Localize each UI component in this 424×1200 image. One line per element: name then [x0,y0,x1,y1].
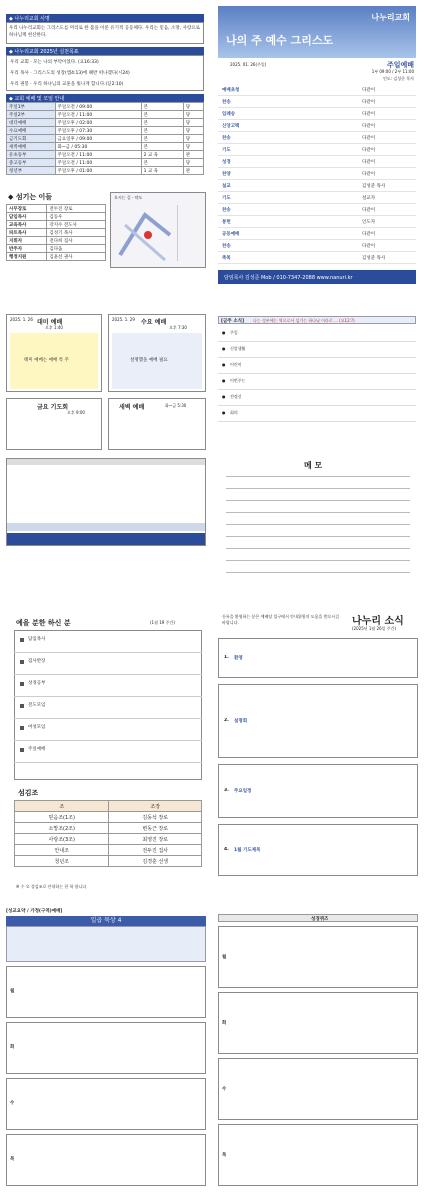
quiz-day-label: 수 [222,1087,227,1092]
schedule-table [6,458,206,546]
memo-line [226,488,410,489]
page-3-left [0,600,212,900]
quiz-day-label: 화 [222,1021,227,1026]
news-label: [금주 소식] [221,319,245,324]
news-block-label: 1월 기도제목 [234,848,261,853]
cell: 본 [141,111,183,119]
role-label: 주일예배 [28,747,46,752]
cell: 김동석 장로 [109,812,202,823]
memo-line [226,572,410,573]
dawn-card [108,398,206,450]
news-bullet: ● [222,378,226,383]
order-item-label: 성경 [222,160,231,165]
cell: 교육목사 [7,221,47,229]
cell: 김다움 [47,245,106,253]
order-row-line [218,119,416,120]
news-item-line [218,357,416,358]
news-bullet: ● [222,362,226,367]
cell: 조장 [109,801,202,812]
cell: 당 [183,119,203,127]
cell: 주일오후 / 02:00 [55,119,141,127]
order-row-line [218,263,416,264]
order-item-leader: 김성준 목사 [362,184,386,189]
cell: 변동근 장로 [109,823,202,834]
order-item-label: 찬양 [222,172,231,177]
order-item-label: 축복 [222,256,231,261]
page-2-right [212,300,424,600]
order-item-label: 찬송 [222,136,231,141]
schedule-band [7,533,205,545]
table-row [7,213,106,221]
order-row-line [218,239,416,240]
study-day-label: 월 [10,989,15,994]
order-item-leader: 다같이 [362,100,376,105]
order-item-label: 설교 [222,184,231,189]
order-item-leader: 다같이 [362,232,376,237]
order-item-leader: 인도자 [362,220,376,225]
order-item-leader: 다같이 [362,148,376,153]
study-day-block [6,966,206,1018]
role-marker [20,704,24,708]
cell: 지휘자 [7,237,47,245]
goal-item: 우리 목사 · 그리스도의 성장(엡4:13)에 헤반 떠나겠다(시24) [10,71,130,76]
page-cover-right [212,0,424,300]
order-item-label: 기도 [222,148,231,153]
cell: 반주자 [7,245,47,253]
quiz-title: 성경퀴즈 [311,917,329,922]
cell: 행정지원 [7,253,47,261]
order-item-leader: 다같이 [362,244,376,249]
study-title-bar: 일곱 묵상 4 [6,916,206,926]
cell: 중고등부 [7,159,56,167]
news-block-label: 주요일정 [234,789,252,794]
lead-body-text: 설명했을 예배 필요 [130,358,168,363]
memo-line [226,536,410,537]
news-block-label: 설명회 [234,719,248,724]
serve-note: ※ 수 오 성김조로 안내하는 한 학 합니다 [16,884,87,889]
order-item-label: 신앙고백 [222,124,240,129]
news-bullet: ● [222,330,226,335]
study-head: [성교요약 / 가정(구역)예배] [6,909,63,914]
bulletin-title: 나의 주 예수 그리스도 [226,34,334,47]
role-marker [20,682,24,686]
cell: 최영진 장로 [109,834,202,845]
cell: 주일오전 / 11:00 [55,151,141,159]
order-item-label: 예배초청 [222,88,240,93]
order-row-line [218,215,416,216]
cover-banner [218,6,416,58]
vision-box: 우리 나누리교회는 그리스도를 머리로 한 몸을 이룬 유기적 공동체다. 우리는 믿음, 소망, 사랑으로 하나님께 헌신한다. [6,22,204,44]
study-day-label: 수 [10,1101,15,1106]
order-item-leader: 다같이 [362,112,376,117]
news-bullet: ● [222,394,226,399]
cell: 주일오전 / 09:00 [55,103,141,111]
cell: 안내조 [15,845,109,856]
service-time: 1부 09:00 / 2부 11:00 [371,69,414,74]
news-block-num: 4. [224,847,229,852]
order-item-label: 기도 [222,196,231,201]
order-row-line [218,95,416,96]
lead-date: 2025. 1. 29 [112,317,135,322]
news-block-num: 1. [224,655,229,660]
cell: 김동우 [47,213,106,221]
quiz-day-block [218,992,418,1054]
cell: 본 [141,135,183,143]
friday-sub: 오후 9:00 [67,410,85,415]
study-day-block [6,1078,206,1130]
memo-line [226,524,410,525]
news-block-label: 환영 [234,656,243,661]
church-name: 나누리교회 [371,13,410,22]
role-marker [20,638,24,642]
bulletin-date: 2025. 01. 26(주일) [230,62,267,67]
page3-title: 예을 분한 하신 분 [16,619,71,627]
staff-heading: ◆ 섬기는 이들 [8,193,53,201]
footer-bar: 담임목사 김성준 Mob / 010-7347-2088 www.nanuri.kr [218,270,416,284]
news-item-line [218,405,416,406]
news-block [218,684,418,758]
news-item-label: 회의 [230,410,238,415]
role-line [14,740,202,741]
dawn-sub: 화~금 5:30 [165,403,187,408]
cell: 금기도회 [7,135,56,143]
order-row-line [218,251,416,252]
section-goal-header: ◆ 나누리교회 2025년 실천목표 [6,47,204,56]
cell: 당 [183,127,203,135]
order-item-leader: 다같이 [362,136,376,141]
study-day-label: 목 [10,1157,15,1162]
cell: 대더예배 [7,119,56,127]
role-marker [20,726,24,730]
cell: 강지수 전도사 [47,221,106,229]
cell: 주일2부 [7,111,56,119]
quiz-day-block [218,926,418,988]
news-item-label: 주일 [230,330,238,335]
news-item-line [218,373,416,374]
news-headline: 나는 성부에는 역으로서 섬기는 하나님 이라로 ... (요12:?) [253,318,355,323]
order-item-label: 찬송 [222,244,231,249]
cell: 소망조(2조) [15,823,109,834]
cell: 본 [141,143,183,151]
order-row-line [218,107,416,108]
news-item-label: 전정신 [230,394,242,399]
table-row [7,229,106,237]
study-intro [6,926,206,962]
quiz-day-label: 목 [222,1153,227,1158]
role-line [14,762,202,763]
role-line [14,718,202,719]
order-row-line [218,167,416,168]
table-row [7,237,106,245]
order-row-line [218,155,416,156]
news-bullet: ● [222,410,226,415]
cell: 주일오전 / 11:00 [55,111,141,119]
news-bullet: ● [222,346,226,351]
quiz-header [218,914,418,922]
serve-table [14,800,202,867]
friday-title: 금요 기도회 [37,404,69,411]
news-date: (2025년 1월 26일 주간) [352,626,397,631]
service-leader: 인도: 김성준 목사 [383,76,414,81]
role-label: 성경공부 [28,681,46,686]
table-row [15,856,202,867]
table-row [7,159,204,167]
order-item-leader: 다같이 [362,208,376,213]
cell: 유초등부 [7,151,56,159]
order-row-line [218,191,416,192]
cell: 본 [141,127,183,135]
map-info [177,205,203,261]
table-row [7,103,204,111]
cell: 주일오후 / 07:30 [55,127,141,135]
table-row [7,127,204,135]
table-row [7,151,204,159]
lead-body [10,333,98,389]
lead-sub: 오후 7:30 [169,325,187,330]
serve-title: 섬김조 [18,789,39,797]
map-title: 오시는 길 · 약도 [114,195,143,200]
role-marker [20,660,24,664]
memo-line [226,560,410,561]
role-marker [20,748,24,752]
lead-body [112,333,202,389]
order-item-leader: 다같이 [362,160,376,165]
order-item-leader: 설교자 [362,196,376,201]
order-row-line [218,143,416,144]
role-line [14,652,202,653]
cell: 당 [183,111,203,119]
section-worship-header: ◆ 교회 예배 및 모임 안내 [6,94,204,103]
order-row-line [218,179,416,180]
cell: 김경훈 선생 [109,856,202,867]
cell: 2 교 육 [141,151,183,159]
cell: 청년조 [15,856,109,867]
cell: 전두진 집사 [109,845,202,856]
schedule-band [7,523,205,531]
news-block [218,638,418,678]
table-row [7,143,204,151]
cell: 주일오후 / 01:00 [55,167,141,175]
news-intro: 등록을 환영하는 분은 예배당 입구에서 안내위원의 도움을 받으시길 바랍니다. [222,614,340,625]
news-item-line [218,341,416,342]
order-item-leader: 다같이 [362,88,376,93]
table-row [7,167,204,175]
news-item-line [218,389,416,390]
cell: 김성기 목사 [47,229,106,237]
lead-body-text: 태미 예배는 예배 특 주 [24,358,69,363]
lead-sub: 오후 1:40 [45,325,63,330]
lead-title: 수요 예배 [141,319,167,326]
cell: 시무장로 [7,205,47,213]
order-row-line [218,131,416,132]
role-line [14,696,202,697]
cell: 전두진 장로 [47,205,106,213]
study-day-block [6,1134,206,1186]
table-row [7,111,204,119]
page-2-left [0,300,212,600]
order-row-line [218,203,416,204]
page-4-left [0,900,212,1200]
order-item-leader: 다같이 [362,124,376,129]
table-row [15,845,202,856]
table-row [15,834,202,845]
table-row [7,119,204,127]
cell: 청년부 [7,167,56,175]
news-block-num: 2. [224,718,229,723]
cell: 조 [15,801,109,812]
role-line [14,674,202,675]
table-row [15,823,202,834]
order-item-label: 공동예배 [222,232,240,237]
cell: 김윤선 권사 [47,253,106,261]
cell: 믿음조(1조) [15,812,109,823]
cell: 금요일후 / 09:00 [55,135,141,143]
cell: 당 [183,103,203,111]
table-row [15,812,202,823]
cell: 당 [183,159,203,167]
worship-table [6,102,204,175]
lead-card-right [108,314,206,392]
cell: 본 [141,159,183,167]
cell: 새벽예배 [7,143,56,151]
cell: 담임목사 [7,213,47,221]
map-box [110,192,206,268]
cell: 주일오전 / 11:00 [55,159,141,167]
cell: 파트목사 [7,229,47,237]
page-cover-left [0,0,212,300]
lead-date: 2025. 1. 26 [10,317,33,322]
cell: 1 교 육 [141,167,183,175]
page-3-right [212,600,424,900]
memo-title: 메 모 [304,461,323,470]
order-item-label: 봉헌 [222,220,231,225]
lead-card-left [6,314,102,392]
cell: 본 [141,119,183,127]
order-item-leader: 김성준 목사 [362,256,386,261]
study-day-block [6,1022,206,1074]
memo-line [226,548,410,549]
news-item-label: 신앙생활 [230,346,246,351]
goal-item: 우리 교회 · 모는 나의 부탁이었다. (요16:33) [10,60,99,65]
study-day-label: 화 [10,1045,15,1050]
memo-line [226,512,410,513]
cell: 관 [183,167,203,175]
news-item-line [218,421,416,422]
friday-card [6,398,102,450]
role-label: 담임목사 [28,637,46,642]
quiz-day-label: 월 [222,955,227,960]
table-row [7,221,106,229]
page-4-right [212,900,424,1200]
cell: 본 [141,103,183,111]
page3-title-right: (1월 19 주간) [150,620,175,625]
role-label: 전도모임 [28,703,46,708]
table-row [7,205,106,213]
news-block-num: 3. [224,788,229,793]
news-item-label: 어린이 [230,362,242,367]
table-row [7,245,106,253]
service-name: 주일예배 [386,61,414,69]
cell: 당 [183,143,203,151]
dawn-title: 새벽 예배 [119,404,145,411]
cell: 전다희 집사 [47,237,106,245]
schedule-header-bar [7,459,205,465]
cell: 화~금 / 05:30 [55,143,141,151]
table-row [7,253,106,261]
table-row [15,801,202,812]
cell: 주일1부 [7,103,56,111]
lead-title: 대미 예배 [37,319,63,326]
quiz-day-block [218,1058,418,1120]
section-vision-header: ◆ 나누리교회 사명 [6,14,204,23]
quiz-day-block [218,1124,418,1186]
goal-item: 우리 권봉 · 우리 하나님의 교훈을 빛나게 합니다.(딛2:10) [10,82,124,87]
order-item-label: 찬송 [222,100,231,105]
staff-table [6,204,106,261]
cell: 당 [183,135,203,143]
order-row-line [218,227,416,228]
memo-line [226,500,410,501]
cell: 수요예배 [7,127,56,135]
role-label: 여성모임 [28,725,46,730]
news-item-label: 이번주는 [230,378,246,383]
cell: 관 [183,151,203,159]
role-label: 집사반장 [28,659,46,664]
cell: 사랑조(3조) [15,834,109,845]
memo-line [226,476,410,477]
news-title: 나누리 소식 [352,616,404,627]
map-image [115,205,175,265]
news-header [218,316,416,324]
order-item-leader: 다같이 [362,172,376,177]
order-item-label: 입례송 [222,112,236,117]
table-row [7,135,204,143]
order-item-label: 찬송 [222,208,231,213]
